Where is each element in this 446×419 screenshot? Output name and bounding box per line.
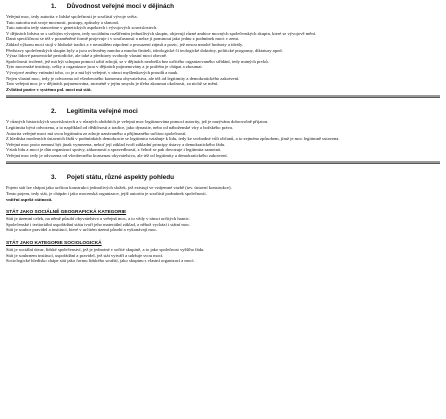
subsection-heading: STÁT JAKO KATEGORIE SOCIOLOGICKÁ — [6, 241, 102, 247]
paragraph-line: Nejen vlastní moc, tedy je odvozena od všeobecného konsenzu obyvatelstva, ale též od legitimity a demokratického zakotvení. — [6, 75, 240, 81]
paragraph-line: Zvláštní pozice v systému pol. moci má stát. — [6, 86, 92, 92]
section-heading — [6, 174, 440, 182]
section-title: Důvodnost veřejné moci v dějinách — [66, 3, 175, 10]
paragraph-line: Společenské i teritoriální uspořádání státu tvoří jeho materiální základ, z něhož vychází i státní moc. — [6, 221, 191, 227]
paragraph-line: Základ výkonu moci stojí v hluboké tradici a v neustálém zápolení o prosazení zájmů a pozic, jež nesou mnohé hodnoty a ideály. — [6, 41, 244, 47]
paragraph-line: Veřejná moc proto nemusí být jinak vymezena, neboť její základ tvoří základní principy ústavy a demokratického řádu. — [6, 141, 226, 147]
section-heading — [6, 3, 440, 11]
section-heading — [6, 108, 440, 116]
paragraph-line: Autorita veřejné moci má svou legitimitu ze zdroje uznávaného a přijímaného určitou společností. — [6, 130, 187, 136]
paragraph-line: V různých historických souvislostech a v různých obdobích je veřejná moc legitimována pomocí autority, jež je nazývána dobrovolně přijatou. — [6, 119, 269, 125]
paragraph-line: Stát je územní celek, na němž působí obyvatelstvo a veřejná moc, a to vždy v rámci určitých hranic. — [6, 216, 190, 222]
section-3 — [6, 174, 440, 263]
paragraph-line: Legitimita bývá odvozena, a to například od dědičnosti a tradice, jako dynastie, nebo od náboženské víry a božského práva. — [6, 124, 234, 130]
paragraph-line: Stát je soubor pravidel a institucí, které v určitém území působí a vykonávají moc. — [6, 227, 158, 233]
paragraph-line: Vztah lidu a moci je dán organizací správy, zákonností a spravedlností, z čehož se pak dovozuje i legitimita samotná. — [6, 147, 222, 153]
paragraph-line: Stát je souhrnem institucí, uspořádání a pravidel, jež stát vytváří a udržuje svou mocí. — [6, 252, 164, 258]
paragraph-line: Veřejná moc tedy je odvozena od všeobecného konsenzu obyvatelstva, ale též od legitimity a demokratického zakotvení. — [6, 152, 228, 158]
paragraph-line: Představy společenských skupin byly a jsou ovlivněny mnoha a mnoha činiteli, ideologické či teologické doktríny, politické programy, diktatury apod. — [6, 47, 283, 53]
section-number: 2. — [51, 108, 57, 116]
paragraph-line: Veřejná moc, tedy autorita v lidské společnosti je součástí vývoje světa. — [6, 14, 138, 19]
paragraph-line: Z hlediska moderních ústavních řádů v podmínkách demokracie se legitimita vztahuje k lidu, tedy ke svobodné vůli občanů, a to zejména způsobem, jímž je moc legitimně ustavena. — [6, 136, 340, 142]
paragraph-line: Tato veřejná moc je v dějinách pojmenována, nicméně v jejím smyslu je třeba zkoumat okolnosti, za nichž se mění. — [6, 81, 219, 87]
paragraph-line: Společnosti tvořené, jež má být schopna pomocí užití zdrojů, se v dějinách neobešla bez určitého organizovaného střídání, tedy nutných prvků. — [6, 58, 269, 64]
paragraph-line: Tuto autoritu tedy stanovíme v genetických aspektech i vývojových souvislostech. — [6, 25, 158, 31]
section-2 — [6, 108, 440, 164]
paragraph-line: Tuto autoritu má svoje mocnosti, postupy, způsoby a slaností. — [6, 19, 120, 25]
section-divider — [6, 161, 440, 164]
section-title: Pojetí státu, různé aspekty pohledu — [66, 174, 175, 182]
section-number: 3. — [51, 174, 57, 182]
section-number: 1. — [51, 3, 57, 10]
section-divider — [6, 95, 440, 98]
paragraph-line: vnitřní aspekt státnosti. — [6, 196, 53, 202]
paragraph-line: Sociologické hledisko chápe stát jako formu lidského soužití, jako skupinu s vlastní organizací a mocí. — [6, 258, 195, 264]
paragraph-line: Daná specifičnost se též v pozměněné formě projevuje i v současnosti a nelze ji pominout jako jednu z podmínek moci v zemi. — [6, 36, 240, 42]
paragraph-line: Tento pojem, tedy stát, je chápán i jako mocenská organizace, jejíž autorita je součástí podmínek společnosti. — [6, 191, 207, 197]
section-title: Legitimita veřejné moci — [66, 108, 138, 116]
paragraph-line: Pojem stát lze chápat jako určitou konstrukci jednotlivých složek, jež existují ve vzájemné vazbě (tzv. ústavní konstrukce). — [6, 185, 232, 191]
paragraph-line: Vývojové změny vnímání toho, co je a má být veřejné, v rámci myšlenkových proudů a nauk. — [6, 69, 179, 75]
paragraph-line: Výraz lidové panovnické periodické, ale také a představy svobody vlastní moci obecně. — [6, 53, 168, 59]
paragraph-line: V dějinách lidstva se s určitým vývojem, tedy sociálním rozšířením jednotlivých skupin, objevují různé ambice mocných společenských skupin, které se vývojově mění. — [6, 30, 317, 36]
section-1 — [6, 3, 440, 98]
paragraph-line: Tyto mocenské instituty, celky a organizace jsou v dějinách pojmenovány a je potřeba je chápat a zkoumat. — [6, 64, 203, 70]
paragraph-line: Stát je sociální útvar, lidské společenství, jež je jednotné v určité skupině, a to jako společnost vyššího řádu. — [6, 247, 205, 253]
subsection-heading: STÁT JAKO SOCIÁLNĚ GEOGRAFICKÁ KATEGORIE — [6, 210, 127, 216]
